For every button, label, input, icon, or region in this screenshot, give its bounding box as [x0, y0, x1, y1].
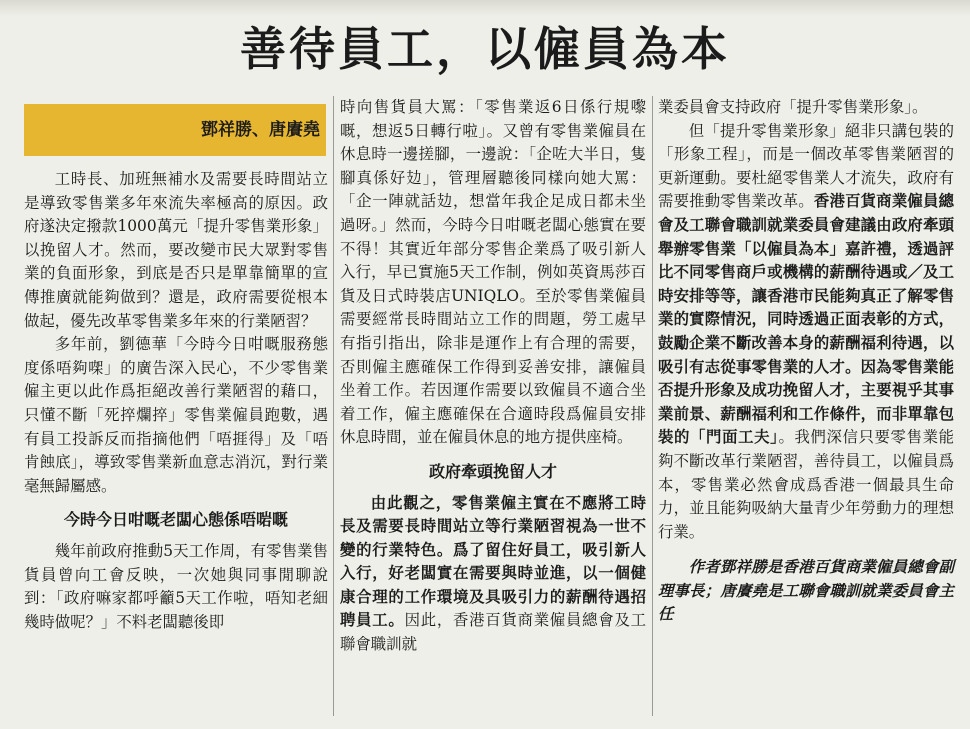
- emphasis-text: 由此觀之，零售業僱主實在不應將工時長及需要長時間站立等行業陋習視為一世不變的行業特色。爲了留住好員工，吸引新人入行，好老闆實在需要與時並進，以一個健康合理的工作環境及具吸引力的薪酬待遇招聘員工。: [340, 493, 646, 630]
- author-bio: 作者鄧祥勝是香港百貨商業僱員總會副理事長；唐賡堯是工聯會職訓就業委員會主任: [658, 558, 954, 624]
- column-divider: [333, 96, 334, 716]
- headline: 善待員工，以僱員為本: [240, 22, 730, 76]
- column-3: [658, 96, 954, 627]
- emphasis-text: 香港百貨商業僱員總會及工聯會職訓就業委員會建議由政府牽頭舉辦零售業「以僱員為本」嘉許禮，透過評比不同零售商戶或機構的薪酬待遇或／及工時安排等等，讓香港市民能夠真正了解零售業的實際情況，同時透過正面表彰的方式，鼓勵企業不斷改善本身的薪酬福利待遇，以吸引有志從事零售業的人才。因為零售業能否提升形象及成功挽留人才，主要視乎其事業前景、薪酬福利和工作條件，而非單靠包裝的「門面工夫」: [658, 192, 954, 447]
- subheading: 政府牽頭挽留人才: [428, 461, 557, 481]
- column-divider: [652, 96, 653, 716]
- paragraph: 工時長、加班無補水及需要長時間站立是導致零售業多年來流失率極高的原因。政府遂決定撥款1000萬元「提升零售業形象」以挽留人才。然而，要改變市民大眾對零售業的負面形象，到底是否只是單靠簡單的宣傳推廣就能夠做到？還是，政府需要從根本做起，優先改革零售業多年來的行業陋習？: [24, 170, 328, 330]
- byline: 鄧祥勝、唐賡堯: [201, 120, 320, 140]
- paragraph: 多年前，劉德華「今時今日咁嘅服務態度係唔夠㗎」的廣告深入民心，不少零售業僱主更以此作爲拒絕改善行業陋習的藉口，只懂不斷「死捽爛捽」零售業僱員跑數，遇有員工投訴反而指摘他們「唔捱得」及「唔肯蝕底」，導致零售業新血意志消沉，對行業毫無歸屬感。: [24, 335, 328, 495]
- subheading: 今時今日咁嘅老闆心態係唔啱嘅: [63, 510, 288, 530]
- paragraph: 幾年前政府推動5天工作周，有零售業售貨員曾向工會反映，一次她與同事閒聊說到：「政府嘛家都呼籲5天工作啦，唔知老細幾時做呢？」不料老闆聽後即: [24, 541, 328, 631]
- paragraph: 業委員會支持政府「提升零售業形象」。: [658, 98, 928, 116]
- paragraph: 時向售貨員大罵：「零售業返6日係行規嚟嘅，想返5日轉行啦」。又曾有零售業僱員在休息時一邊搓腳，一邊說：「企咗大半日，隻腳真係好攰」，管理層聽後同樣向她大罵：「企一陣就話攰，想當年我企足成日都未坐過呀。」然而，今時今日咁嘅老闆心態實在要不得！其實近年部分零售企業爲了吸引新人入行，早已實施5天工作制，例如英資馬莎百貨及日式時裝店UNIQLO。至於零售業僱員需要經常長時間站立工作的問題，勞工處早有指引指出，除非是運作上有合理的需要，否則僱主應確保工作得到妥善安排，讓僱員坐着工作。若因運作需要以致僱員不適合坐着工作，僱主應確保在合適時段爲僱員安排休息時間，並在僱員休息的地方提供座椅。: [340, 98, 646, 447]
- paragraph-text: 但「提升零售業形象」絕非只講包裝的「形象工程」，而是一個改革零售業陋習的更新運動。要杜絕零售業人才流失，政府有需要推動零售業改革。: [658, 121, 954, 211]
- column-2: [340, 96, 646, 657]
- paragraph-text: 。我們深信只要零售業能夠不斷改革行業陋習，善待員工，以僱員爲本，零售業必然會成爲香港一個最具生命力，並且能夠吸納大量青少年勞動力的理想行業。: [658, 428, 954, 541]
- column-1: [24, 168, 328, 634]
- paragraph-text: 因此，香港百貨商業僱員總會及工聯會職訓就: [340, 611, 646, 654]
